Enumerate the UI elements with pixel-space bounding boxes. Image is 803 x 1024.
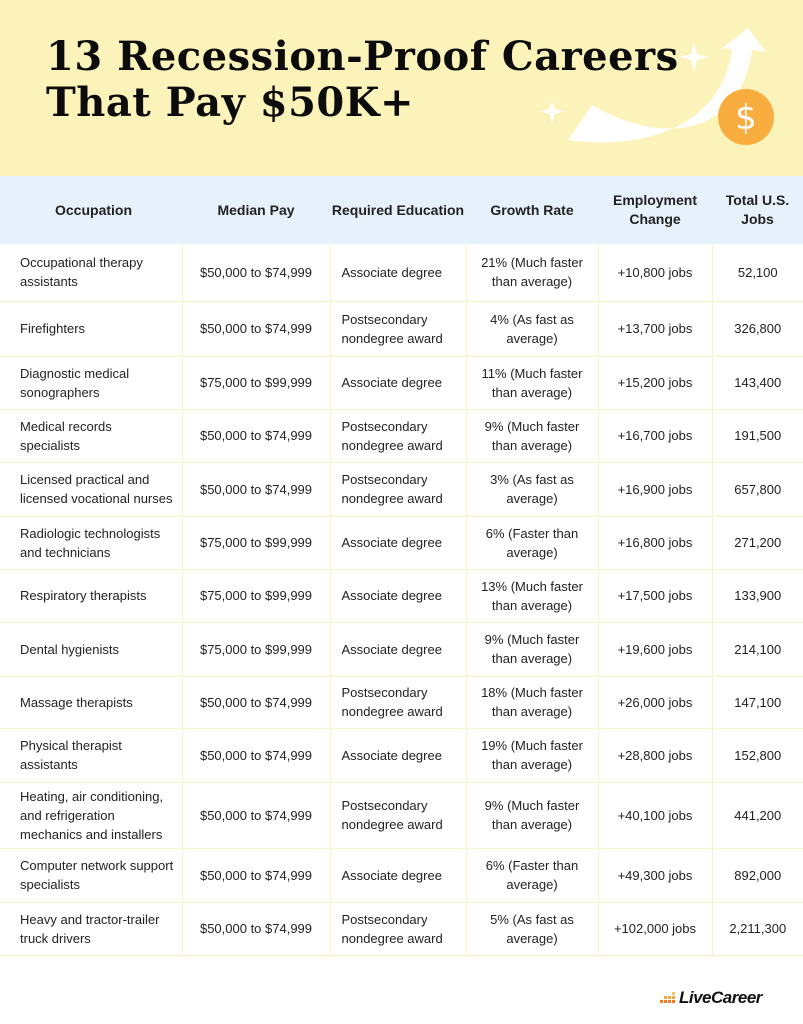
table-row (0, 902, 803, 955)
livecareer-logo (660, 988, 762, 1008)
table-cell: 21% (Much faster than average) (466, 244, 598, 301)
column-header: Occupation (0, 176, 182, 244)
table-cell: $50,000 to $74,999 (182, 902, 330, 955)
logo-text: LiveCareer (679, 988, 762, 1007)
table-cell: Medical records specialists (0, 409, 182, 462)
logo-bars-icon (660, 992, 676, 1004)
sparkle-icon (541, 100, 564, 123)
table-cell: 4% (As fast as average) (466, 301, 598, 356)
table-cell: +10,800 jobs (598, 244, 712, 301)
column-header: Growth Rate (466, 176, 598, 244)
table-cell: 271,200 (712, 516, 803, 569)
title-line-1: 13 Recession-Proof Careers (46, 33, 679, 80)
table-row (0, 356, 803, 409)
table-cell: Heating, air conditioning, and refrigeration mechanics and installers (0, 782, 182, 848)
table-cell: Dental hygienists (0, 622, 182, 676)
table-cell: Associate degree (330, 244, 466, 301)
table-row (0, 848, 803, 902)
table-row (0, 676, 803, 728)
table-cell: Postsecondary nondegree award (330, 301, 466, 356)
table-cell: +16,800 jobs (598, 516, 712, 569)
table-cell: Postsecondary nondegree award (330, 676, 466, 728)
table-cell: +16,700 jobs (598, 409, 712, 462)
sparkle-icon (679, 42, 709, 72)
table-cell: $50,000 to $74,999 (182, 728, 330, 782)
table-cell: 6% (Faster than average) (466, 848, 598, 902)
table-cell: 147,100 (712, 676, 803, 728)
table-cell: Associate degree (330, 622, 466, 676)
column-header: Employment Change (598, 176, 712, 244)
table-cell: $75,000 to $99,999 (182, 516, 330, 569)
table-cell: Massage therapists (0, 676, 182, 728)
table-cell: 5% (As fast as average) (466, 902, 598, 955)
table-cell: 441,200 (712, 782, 803, 848)
table-row (0, 244, 803, 301)
table-cell: Heavy and tractor-trailer truck drivers (0, 902, 182, 955)
table-cell: $75,000 to $99,999 (182, 569, 330, 622)
table-row (0, 728, 803, 782)
table-cell: 9% (Much faster than average) (466, 622, 598, 676)
table-cell: Associate degree (330, 356, 466, 409)
column-header: Required Education (330, 176, 466, 244)
table-cell: +49,300 jobs (598, 848, 712, 902)
table-body (0, 244, 803, 955)
table-header-row (0, 176, 803, 244)
careers-table (0, 176, 803, 956)
table-cell: +13,700 jobs (598, 301, 712, 356)
table-cell: 11% (Much faster than average) (466, 356, 598, 409)
title-line-2: That Pay $50K+ (46, 79, 415, 126)
table-cell: Physical therapist assistants (0, 728, 182, 782)
table-cell: +19,600 jobs (598, 622, 712, 676)
table-cell: Postsecondary nondegree award (330, 902, 466, 955)
table-row (0, 462, 803, 516)
table-cell: 214,100 (712, 622, 803, 676)
table-cell: Respiratory therapists (0, 569, 182, 622)
table-cell: Associate degree (330, 728, 466, 782)
table-row (0, 622, 803, 676)
table-cell: +40,100 jobs (598, 782, 712, 848)
table-cell: Postsecondary nondegree award (330, 782, 466, 848)
table-cell: Computer network support specialists (0, 848, 182, 902)
table-cell: 9% (Much faster than average) (466, 782, 598, 848)
table-cell: $50,000 to $74,999 (182, 848, 330, 902)
table-cell: +17,500 jobs (598, 569, 712, 622)
table-cell: Licensed practical and licensed vocational nurses (0, 462, 182, 516)
table-cell: $50,000 to $74,999 (182, 301, 330, 356)
table-cell: 18% (Much faster than average) (466, 676, 598, 728)
hero-banner (0, 0, 803, 176)
table-cell: $75,000 to $99,999 (182, 356, 330, 409)
dollar-coin-icon (718, 89, 774, 145)
table-cell: Associate degree (330, 569, 466, 622)
table-cell: $50,000 to $74,999 (182, 462, 330, 516)
table-cell: 152,800 (712, 728, 803, 782)
table-cell: +15,200 jobs (598, 356, 712, 409)
table-cell: 3% (As fast as average) (466, 462, 598, 516)
table-cell: Firefighters (0, 301, 182, 356)
table-cell: +26,000 jobs (598, 676, 712, 728)
table-cell: Radiologic technologists and technicians (0, 516, 182, 569)
table-row (0, 782, 803, 848)
table-cell: 133,900 (712, 569, 803, 622)
table-cell: 143,400 (712, 356, 803, 409)
table-row (0, 409, 803, 462)
table-cell: 13% (Much faster than average) (466, 569, 598, 622)
svg-text:$: $ (735, 98, 757, 138)
table-cell: 326,800 (712, 301, 803, 356)
table-cell: $50,000 to $74,999 (182, 676, 330, 728)
table-cell: 19% (Much faster than average) (466, 728, 598, 782)
rising-arrow-illustration (520, 0, 803, 176)
table-cell: 6% (Faster than average) (466, 516, 598, 569)
table-cell: 9% (Much faster than average) (466, 409, 598, 462)
table-cell: Associate degree (330, 516, 466, 569)
table-cell: Postsecondary nondegree award (330, 462, 466, 516)
table-cell: 52,100 (712, 244, 803, 301)
table-cell: 191,500 (712, 409, 803, 462)
table-cell: 892,000 (712, 848, 803, 902)
column-header: Median Pay (182, 176, 330, 244)
table-cell: Diagnostic medical sonographers (0, 356, 182, 409)
table-cell: $50,000 to $74,999 (182, 409, 330, 462)
table-cell: 2,211,300 (712, 902, 803, 955)
table-row (0, 301, 803, 356)
table-cell: 657,800 (712, 462, 803, 516)
table-cell: Occupational therapy assistants (0, 244, 182, 301)
table-cell: +102,000 jobs (598, 902, 712, 955)
table-row (0, 516, 803, 569)
table-cell: Postsecondary nondegree award (330, 409, 466, 462)
column-header: Total U.S. Jobs (712, 176, 803, 244)
table-cell: +16,900 jobs (598, 462, 712, 516)
table-cell: $50,000 to $74,999 (182, 244, 330, 301)
table-cell: $50,000 to $74,999 (182, 782, 330, 848)
table-cell: +28,800 jobs (598, 728, 712, 782)
table-cell: Associate degree (330, 848, 466, 902)
table-row (0, 569, 803, 622)
table-cell: $75,000 to $99,999 (182, 622, 330, 676)
